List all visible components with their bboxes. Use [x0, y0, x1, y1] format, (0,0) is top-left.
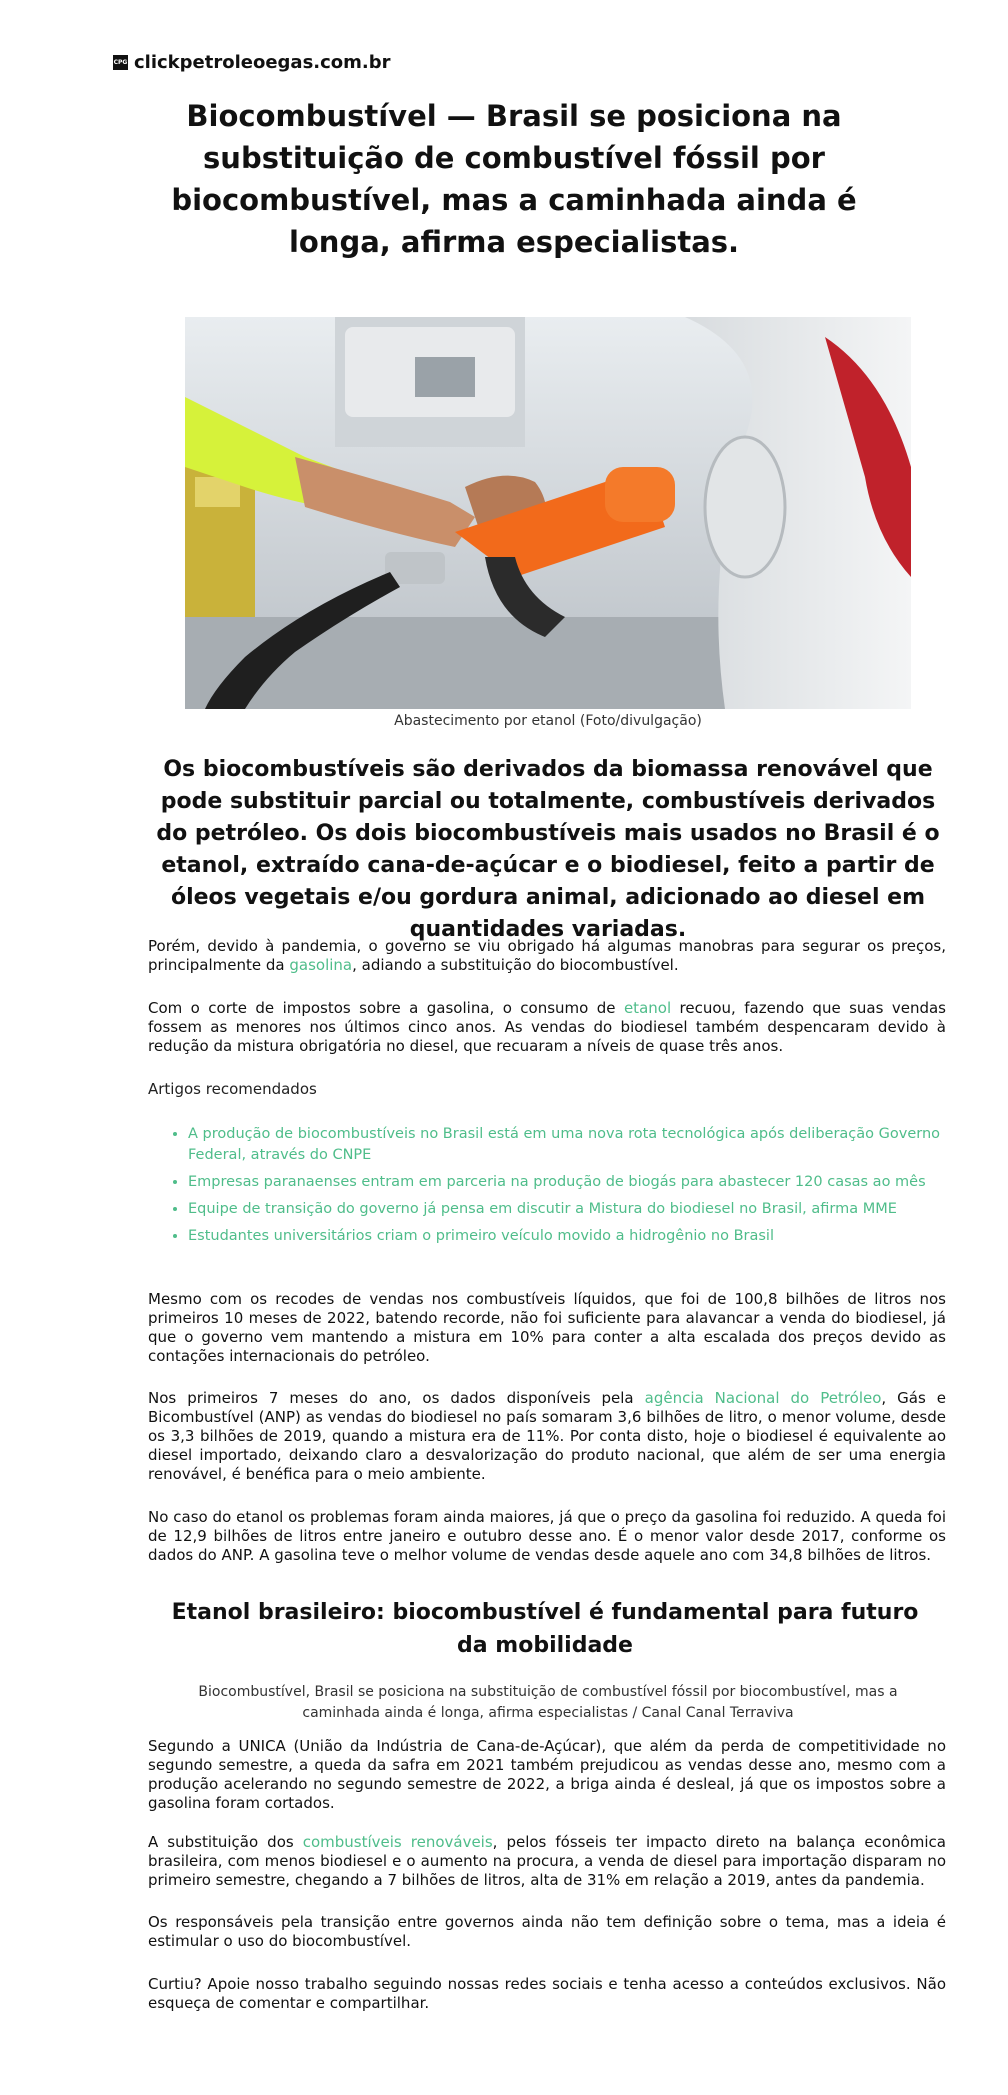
paragraph-4	[148, 1389, 946, 1484]
paragraph-4-text-b: , Gás e Bicombustível (ANP) as vendas do biodiesel no país somaram 3,6 bilhões de litro, o menor volume, desde os 3,3 bilhões de 2019, quando a mistura era de 11%. Por conta disto, hoje o biodiesel é equivalente ao diesel importado, deixando claro a desvalorização do produto nacional, que além de ser uma energia renovável, é benéfica para o meio ambiente.	[148, 1389, 946, 1483]
paragraph-4-text-a: Nos primeiros 7 meses do ano, os dados disponíveis pela	[148, 1389, 645, 1407]
list-item	[188, 1226, 958, 1247]
link-combustiveis-renovaveis[interactable]: combustíveis renováveis	[302, 1833, 493, 1851]
paragraph-2	[148, 999, 946, 1056]
recommended-title: Artigos recomendados	[148, 1080, 317, 1098]
link-etanol[interactable]: etanol	[623, 999, 672, 1017]
paragraph-9: Curtiu? Apoie nosso trabalho seguindo nossas redes sociais e tenha acesso a conteúdos exclusivos. Não esqueça de comentar e compartilhar.	[148, 1975, 946, 2012]
link-anp[interactable]: agência Nacional do Petróleo	[644, 1389, 882, 1407]
fuel-nozzle-illustration	[185, 317, 911, 709]
article-title: Biocombustível — Brasil se posiciona na substituição de combustível fóssil por biocombustível, mas a caminhada ainda é longa, afirma especialistas.	[171, 99, 857, 259]
recommended-link-3[interactable]: Equipe de transição do governo já pensa em discutir a Mistura do biodiesel no Brasil, afirma MME	[188, 1201, 897, 1217]
paragraph-7-text-b: , pelos fósseis ter impacto direto na balança econômica brasileira, com menos biodiesel e o aumento na procura, a venda de diesel para importação disparam no primeiro semestre, chegando a 7 bilhões de litros, alta de 31% em relação a 2019, antes da pandemia.	[148, 1833, 946, 1889]
paragraph-1-text-a: Porém, devido à pandemia, o governo se viu obrigado há algumas manobras para segurar os preços, principalmente da	[148, 937, 946, 974]
paragraph-2-text-a: Com o corte de impostos sobre a gasolina, o consumo de	[148, 999, 624, 1017]
paragraph-6: Segundo a UNICA (União da Indústria de Cana-de-Açúcar), que além da perda de competitividade no segundo semestre, a queda da safra em 2021 também prejudicou as vendas desse ano, mesmo com a produção acelerando no segundo semestre de 2022, a briga ainda é desleal, já que os impostos sobre a gasolina foram cortados.	[148, 1737, 946, 1812]
list-item	[188, 1172, 958, 1193]
video-caption: Biocombustível, Brasil se posiciona na substituição de combustível fóssil por biocombustível, mas a caminhada ainda é longa, afirma especialistas / Canal Canal Terraviva	[198, 1684, 898, 1721]
paragraph-5: No caso do etanol os problemas foram ainda maiores, já que o preço da gasolina foi reduzido. A queda foi de 12,9 bilhões de litros entre janeiro e outubro desse ano. É o menor valor desde 2017, conforme os dados do ANP. A gasolina teve o melhor volume de vendas desde aquele ano com 34,8 bilhões de litros.	[148, 1508, 946, 1564]
recommended-list	[168, 1124, 958, 1253]
paragraph-1	[148, 937, 946, 975]
list-item	[188, 1199, 958, 1220]
paragraph-1-text-b: , adiando a substituição do biocombustível.	[352, 956, 679, 974]
site-header[interactable]	[113, 52, 391, 73]
site-name[interactable]: clickpetroleoegas.com.br	[134, 52, 391, 73]
hero-caption: Abastecimento por etanol (Foto/divulgação)	[394, 713, 702, 729]
link-gasolina[interactable]: gasolina	[289, 956, 353, 974]
list-item	[188, 1124, 958, 1166]
paragraph-7	[148, 1833, 946, 1890]
recommended-link-1[interactable]: A produção de biocombustíveis no Brasil está em uma nova rota tecnológica após deliberação Governo Federal, através do CNPE	[188, 1126, 941, 1163]
recommended-link-4[interactable]: Estudantes universitários criam o primeiro veículo movido a hidrogênio no Brasil	[188, 1228, 774, 1244]
site-logo-icon: CPG	[113, 55, 128, 70]
paragraph-3: Mesmo com os recodes de vendas nos combustíveis líquidos, que foi de 100,8 bilhões de litros nos primeiros 10 meses de 2022, batendo recorde, não foi suficiente para alavancar a venda do biodiesel, já que o governo vem mantendo a mistura em 10% para conter a alta escalada dos preços devido as contações internacionais do petróleo.	[148, 1290, 946, 1365]
recommended-link-2[interactable]: Empresas paranaenses entram em parceria na produção de biogás para abastecer 120 casas ao mês	[188, 1174, 926, 1190]
paragraph-7-text-a: A substituição dos	[148, 1833, 303, 1851]
article-lead: Os biocombustíveis são derivados da biomassa renovável que pode substituir parcial ou totalmente, combustíveis derivados do petróleo. Os dois biocombustíveis mais usados no Brasil é o etanol, extraído cana-de-açúcar e o biodiesel, feito a partir de óleos vegetais e/ou gordura animal, adicionado ao diesel em quantidades variadas.	[156, 757, 940, 942]
paragraph-8: Os responsáveis pela transição entre governos ainda não tem definição sobre o tema, mas a ideia é estimular o uso do biocombustível.	[148, 1913, 946, 1950]
paragraph-2-text-b: recuou, fazendo que suas vendas fossem as menores nos últimos cinco anos. As vendas do biodiesel também despencaram devido à redução da mistura obrigatória no diesel, que recuaram a níveis de quase três anos.	[148, 999, 946, 1055]
hero-image	[185, 317, 911, 709]
section-heading: Etanol brasileiro: biocombustível é fundamental para futuro da mobilidade	[171, 1600, 919, 1658]
